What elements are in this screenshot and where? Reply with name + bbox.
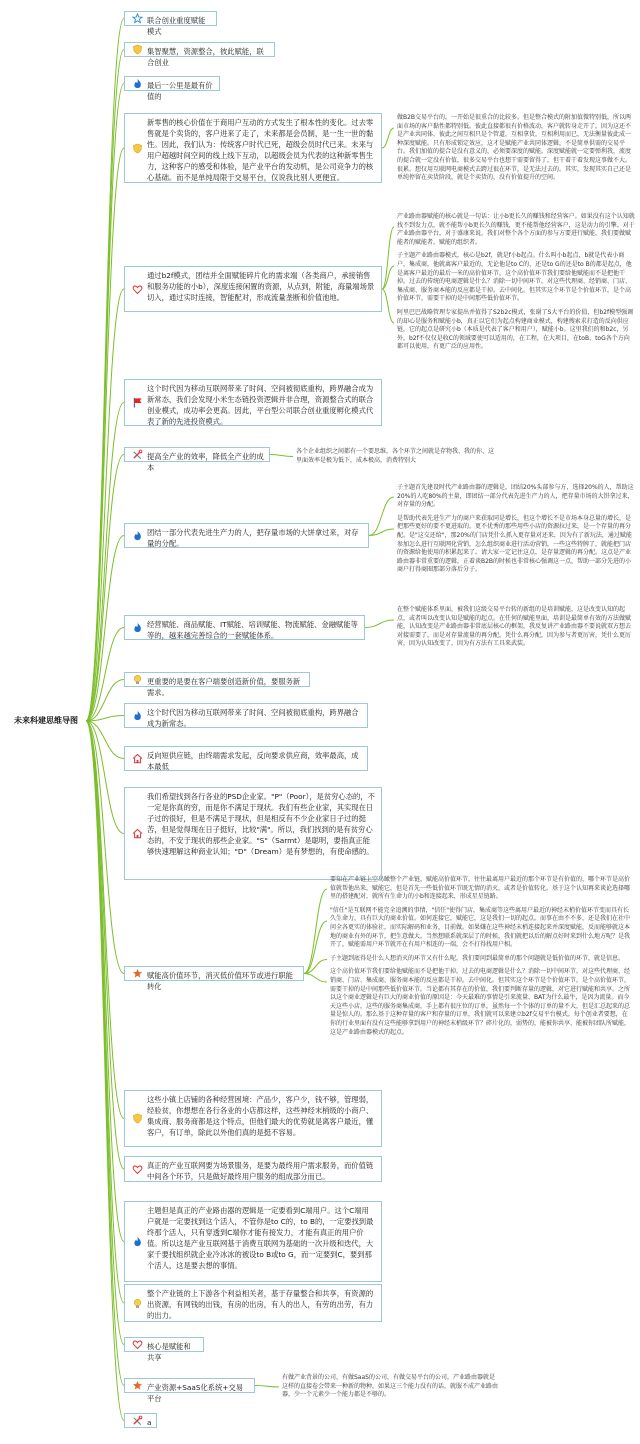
star-solid-icon — [131, 1380, 143, 1392]
node-text: 最后一公里是最有价值的 — [147, 81, 213, 101]
node-text: 反向短供应链，由终端需求发起，反向要求供应商，效率最高，成本最低 — [147, 751, 359, 771]
branch-node[interactable] — [124, 746, 368, 771]
branch-node[interactable] — [124, 447, 270, 472]
branch-node[interactable] — [124, 1284, 382, 1322]
node-text: 这个时代因为移动互联网带来了时间、空间被彻底重构，跨界融合成为新常态。 — [147, 708, 359, 728]
node-text: 核心是赋能和共享 — [147, 1342, 191, 1362]
branch-node[interactable] — [124, 266, 382, 312]
note-link-line — [382, 128, 394, 148]
branch-node[interactable] — [124, 1201, 382, 1282]
root-topic[interactable]: 未来科建思维导图 — [14, 716, 78, 725]
branch-node[interactable] — [124, 76, 220, 101]
root-branch-line — [86, 721, 124, 1169]
node-text: 经营赋能、商品赋能、IT赋能、培训赋能、物流赋能、金融赋能等等的，越来越完善综合的一套赋能体系。 — [147, 620, 358, 640]
branch-node[interactable] — [124, 1156, 382, 1182]
note-link-line — [270, 455, 293, 457]
note-efficiency — [296, 448, 496, 465]
node-text: 联合创业重度赋能模式 — [147, 16, 206, 36]
note-paragraph: 各个企业组织之间都有一个要思维，各个环节之间就是存物我、我的你、这里面效率是极为低下，成本极高，消费特别大 — [296, 448, 495, 464]
note-training-empowerment — [397, 606, 635, 649]
node-text: a — [147, 1418, 152, 1427]
heart-outline-icon — [131, 1163, 143, 1175]
note-link-line — [382, 289, 394, 323]
node-text: 赋能高价值环节，消灭低价值环节或进行职能转化 — [147, 971, 293, 991]
flame-icon — [131, 622, 143, 634]
node-text: 我们希望找到各行各业的PSD企业家。"P"（Poor），是贫穷心态的，不一定是你真的穷，而是你不满足于现状。我们有些企业家，其实现在日子过的很好，但是不满足于现状，但是相反有不少企业家日子过的挺苦，但是觉得现在日子挺好，比较"满"。所以，我们找到的是有贫穷心态的，不安于现状的那些企业家。"S"（Sarmt）是聪明，要指真正能够快速理解这种商业认知；"D"（Dream）是有梦想的，有使命感的。 — [147, 792, 375, 856]
note-paragraph: 有做产业背景的公司，有做SaaS的公司，有做交易平台的公司，产业路由器就是这样的直接卷会带来一种新的物种，如果这三个能力没有的话，就服不成产业路由器，少一个元素少一个能力都是不够的。 — [282, 1374, 499, 1399]
star-outline-icon — [131, 13, 143, 25]
note-paragraph: 子主题产业路由器模式，核心是b2f，就是f小b起点。什么叫小b起点，b就是代表小商户，集成商，他就离客户最近的，无论他是to C的，还是to G的还是to B的都是起点，他是离客户最近的最后一米的高价值环节，这个高价值环节我们要给他赋能而不是把他干掉。过去的传统的电商逻辑是什么？消除一切中间环节，对这些代理商、经销商、门店、集成商、服务商本能的反应都是干掉。去中间化。但其实这个环节是个价值环节，是个高价值环节，需要干掉的是中间那些低价值环节。 — [397, 252, 632, 303]
note-paragraph: 子主题到底得是什么人想消灭的环节又有什么呢，我们要问到最简单的那个问题就是低价值的环节，就是信息。 — [330, 954, 625, 962]
node-text: 团结一部分代表先进生产力的人，把存量市场的大饼拿过来，对存量的分配。 — [147, 528, 359, 548]
tools-icon — [131, 1415, 143, 1427]
star-solid-icon — [131, 968, 143, 980]
node-text: 主题但是真正的产业路由器的逻辑是一定要看到C端用户。这个C端用户就是一定要找到这个活人，不管你是to C的，to B的，一定要找到最终那个活人，只有穿透到C端你才能有接发力，才能有真正的用户价值。所以这是产业互联网基于消费互联网为基础的一次升级和迭代，大家千要找组织就企业冷冰冰的被设to B或to G，而一定要到C，要到那个活人，这是要去想的事情。 — [147, 1206, 374, 1270]
flag-icon — [131, 397, 143, 409]
note-high-value-links — [330, 876, 632, 1037]
node-text: 这个时代因为移动互联网带来了时间、空间被彻底重构，跨界融合成为新常态，我们会发现小米生态链投资逻辑并非合理，资源整合式的联合创业模式，成功率会更高。因此，平台型公司联合创业重度孵化模式代表了新的先进投资模式。 — [147, 384, 374, 426]
node-text: 产业资源+SaaS化系统+交易平台 — [147, 1383, 244, 1403]
node-text: 提高全产业的效率，降低全产业的成本 — [147, 452, 264, 472]
branch-node[interactable] — [124, 615, 365, 640]
node-text: 这些小镇上店铺的各种经营困境：产品少，客户少，钱不够，管理弱，经验贫，你想想在各行各业的小店都这样，这些神经末梢级的小商户、集成商、服务商都是这个特点，但他们最大的优势就是离客户最近，懂客户，有订单，除此以外他们真的是挺不容易。 — [147, 1095, 374, 1137]
branch-node[interactable] — [124, 11, 217, 36]
bulb-icon — [131, 1297, 143, 1309]
note-trading-platform — [397, 114, 635, 183]
root-branch-line — [86, 721, 124, 1303]
note-link-line — [382, 227, 394, 289]
heart-outline-icon — [131, 1339, 143, 1351]
note-link-line — [365, 620, 394, 628]
shield-icon — [131, 44, 143, 56]
flame-icon — [131, 710, 143, 722]
root-branch-line — [86, 50, 124, 722]
node-text: 集智聚慧，资源整合，彼此赋能，联合创业 — [147, 47, 264, 67]
branch-node[interactable] — [124, 42, 275, 67]
note-paragraph: "信任"是互联网不能完全追溯的事情，"信任"使得门店，集成商等这些离用户最近的神经末梢价值环节变而具有长久生命力，具有巨大的商业价值。如何连接它，赋能它，这是我们一切的起点。而事在由不不多，还是我们在社中问全各更实的体验社，而实际解码和业务，目前做。如果嫌在这些神经末梢连接起来并深度赋能，反而能够就这本地的商业有外的环节，把生意做大。当然想联系就深层了的时候，我们就把以后的解点好时来到什么地方呢？是我开了，赋能需用户环节就开在有用户相连的一端，会不打得找用户相。 — [330, 906, 631, 949]
node-text: 通过b2f模式，团结并全面赋能碎片化的需求端（各类商户，承接销售和服务功能的小b），深度连接闲置的资源，从点到，附能，海量端场景切入，通过实时连接，智能配对，形成流量垄断和价值池地。 — [147, 271, 375, 302]
note-paragraph: 阿里巴巴战略管理专家提出并值得了S2b2c模式，张谢了S大平台的价值，但b2f模型强调的却心是服务和赋能小b，真正以它们为起点构建商业模式，构建搜索求打造的反向供应链，它的起点是研究小b（本质是代表了客户和用户），赋能小b。这里我们的和b2c，另外，b2f不仅仅是收C的领域要使可以适用的，在工程，在大项目，在toB、toG各个方向都可以使用，有更广泛的应用性。 — [397, 308, 634, 351]
shield-icon — [131, 1113, 143, 1125]
branch-node[interactable] — [124, 1090, 382, 1147]
branch-node[interactable] — [124, 672, 310, 697]
root-branch-line — [86, 721, 124, 1242]
note-three-capabilities — [282, 1374, 500, 1400]
note-link-line — [304, 889, 327, 974]
note-paragraph: 做B2B交易平台的，一开始是很重合的比较多。但是整合模式的附加值微特别低，所以两面市场的客户黏性都特别低。彼此直接都很有价格波动，客户就转身走开了。因为这还不是产业共同体，彼此之间互相只是个管道，互相拿货，互相利用而已，无法衡量彼此成一种深度赋能。只有形成锁定效应，这才是赋能产业共同体逻辑，不是简单供需的交易平台。我们加值的提合是没有意义的，必须要深度的赋能。深度赋能就一定要弹利我，流度的提合就一定没有价值，很多交易平台也想干需要留得了，但干着干着发现这事做不大。很累。想仅用互联网电商模式去跨过很在环节，是无法过去的。其实，发现其实自己还是单纯停留在卖货阶段，就是个卖货的，没有价值提升的空间。 — [397, 114, 632, 182]
note-link-line — [255, 1386, 279, 1388]
branch-node[interactable] — [124, 379, 382, 426]
flame-icon — [131, 530, 143, 542]
note-paragraph: 产业路由器赋能的核心就是一句话：让小b更长久的赚钱和经营客户。如果没有这个认知就找不到发力点，就不能帮小b更长久的赚钱，更不能帮他经营客户，这是动力的引擎。对于产业路由器平台，对于盛康来说，我们对整个各个方面的参与方要进行赋能，我们要做赋能者的赋能者，赋能的组织者。 — [397, 213, 635, 246]
branch-node[interactable] — [124, 703, 368, 728]
branch-node[interactable] — [124, 1337, 204, 1362]
root-branch-line — [86, 721, 124, 1345]
root-branch-line — [86, 148, 124, 721]
branch-node[interactable] — [124, 1378, 255, 1403]
note-paragraph: 子主题首先建设时代产业路由器的逻辑是，团结20%头部参与方，选择20%的人，帮助这20%的人吃80%的主量，即团结一部分代表先进生产力的人，把存量市场的大饼拿过来，对存量的分配。 — [397, 484, 634, 509]
branch-node[interactable] — [124, 113, 382, 183]
note-paragraph: 是帮助代表先进生产力的商户来获取同是增长，但这个增长不是市场本身总量的增长，是把那些更好的要不更进取的，更不优秀的那些用些小店的资源拉过来，是一个存量的再分配。是"这交还给"，那20%的门店凭什么抓入更存量对还来，因为有了新玩法，通过赋能参加怎么进行互联网化营销，怎么组织商业进行活动营销，一些这些特牌了，就能把门店的资源给他使用的积累起来了。请大家一定记住这点，是存量逻辑的再分配。这点是产业路由器非常重要的逻辑，正着谈B2B的时候也非常核心强调这一点，帮助一部分先进的小商户打得商圈那部分落后分子。 — [397, 514, 632, 574]
house-icon — [131, 828, 143, 840]
note-paragraph: 在整个赋能体系里面，被我们这级交易平台转的新组的是培训赋能，这是改变认知的起点，或者叫以改变认知是赋能的起点。在任何的赋能里面，培训是最简单有效的方法做赋能，认知改变是产业路由器非常底层核心的框架，我反复讲产业路由器不要说就双方想去对接需要了，而是对存量流量的再分配，凭什么再分配，因为参与者更厉害，凭什么更厉害，因为认知改变了，因为有方法有工具来武装。 — [397, 606, 632, 648]
bulb-icon — [131, 674, 143, 686]
note-link-line — [304, 974, 327, 983]
heart-outline-icon — [131, 283, 143, 295]
node-text: 新零售的核心价值在于商用户互动的方式发生了根本性的变化。过去零售就是个卖货的，客户进来了走了，未来都是会员制，是一生一世的黏性。因此，我们认为：传统客户时代已死，超级会员时代已来。未来与用户超越时间空间的线上线下互动，以超级会员为代表的这种新零售生力，这种客户的感受和体验，是产业平台的发动机，是公司竞争力的核心基础。而不是单纯局限于交易平台，仅说我比别人更便宜。 — [147, 118, 374, 182]
branch-node[interactable] — [124, 966, 304, 991]
branch-node[interactable] — [124, 523, 369, 548]
tools-icon — [131, 449, 143, 461]
branch-node[interactable] — [124, 1413, 157, 1428]
note-stock-redistribution — [397, 484, 635, 575]
note-paragraph: 要知在产业链上空鸟瞰整个产业链，赋能高价值环节，往往最离用户最近的那个环节是有价值的，哪个环节是高价值就帮他出来，赋能它，但是首先一些低价值环节既无情的消灭，或者是价值转化。基于这个认知再来谈论选择哪里的搭建配对，就所有生命力的小b和连接起来，形成星星链路。 — [330, 876, 631, 901]
branch-node[interactable] — [124, 787, 382, 880]
note-router-core — [397, 213, 635, 352]
flame-icon — [131, 1236, 143, 1248]
node-text: 整个产业链的上下游各个利益相关者，基于存量整合和共享，有资源的出资源，有网钱的出钱，有房的出房，有人的出人，有劳的出劳，有力的出力。 — [147, 1289, 374, 1320]
shield-icon — [131, 142, 143, 154]
root-branch-line — [86, 721, 124, 1421]
node-text: 更重要的是要在客户端要创造新价值，要服务新需求。 — [147, 677, 301, 697]
house-icon — [131, 753, 143, 765]
node-text: 真正的产业互联网要为场景服务，是要为最终用户需求服务，而价值链中间各个环节，只是做好最终用户服务的组成部分而已。 — [147, 1161, 374, 1181]
flame-icon — [131, 78, 143, 90]
note-paragraph: 这个高价值环节我们要给他赋能而不是把他干掉。过去的电商逻辑是什么？消除一切中间环节，对这些代理商、经销商、门店、集成商、服务商本能的反应都是干掉。去中间化。但其实这个环节是个价值环节，是个高价值环节，需要干掉的是中间那些低价值环节。当论都有其存在的价值，我们要判断存量的逻辑，对它进行赋能和共享。之所以这个商业逻辑是有巨大的商业价值的原因是：今天最难的事情是引来流量、BAT为什么最牛，是因为流量。而今天这些小店，这些的服务商集成商，手上都有很庄位的订单，虽然每一个个体的订单的量不大，但是汇总起来的总量是惊人的。那么基于这种存量的客户和存量的订单，我们就可以来建立b2f交易平台模式。每个创业者要想，在你的行业里面有没有这些能够拿到用户的神经末梢级环节？碎片化的，弱势的，能被你共享、能被你团队所赋能，这是产业路由器模式的起点。 — [330, 968, 631, 1036]
